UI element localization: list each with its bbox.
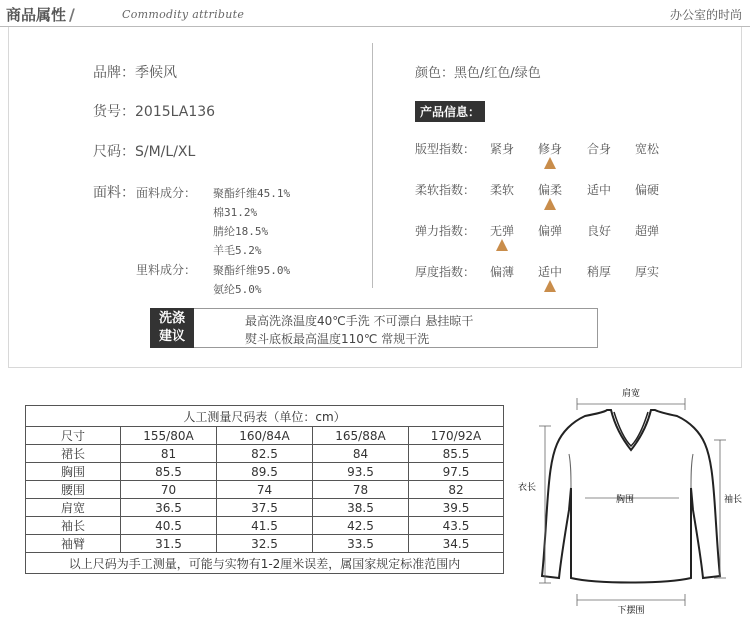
table-cell: 85.5 <box>409 445 504 463</box>
table-row <box>26 535 504 553</box>
table-cell: 37.5 <box>217 499 313 517</box>
table-row <box>26 499 504 517</box>
table-cell: 155/80A <box>121 427 217 445</box>
table-cell: 97.5 <box>409 463 504 481</box>
table-cell: 胸围 <box>26 463 121 481</box>
outer-material-4: 羊毛5.2% <box>213 244 262 257</box>
table-row <box>26 481 504 499</box>
item-number: 货号：2015LA136 <box>93 104 216 120</box>
table-cell: 74 <box>217 481 313 499</box>
scale-label: 版型指数： <box>415 142 476 156</box>
brand: 品牌：季候风 <box>93 65 177 81</box>
table-note-row <box>26 553 504 574</box>
wash-tag <box>150 308 194 348</box>
scale-option: 厚实 <box>634 265 659 279</box>
sleeve-label: 袖长 <box>723 495 743 505</box>
table-cell: 41.5 <box>217 517 313 535</box>
table-cell: 袖长 <box>26 517 121 535</box>
table-cell: 33.5 <box>313 535 409 553</box>
scale-option: 偏弹 <box>537 224 562 238</box>
sweater-diagram <box>515 378 745 628</box>
lining-material-1: 聚酯纤维95.0% <box>213 264 291 277</box>
table-cell: 腰围 <box>26 481 121 499</box>
scale-option: 良好 <box>586 224 611 238</box>
scale-option: 宽松 <box>634 142 659 156</box>
outer-material-1: 聚酯纤维45.1% <box>213 187 291 200</box>
lining-material-2: 氨纶5.0% <box>213 283 262 296</box>
table-cell: 38.5 <box>313 499 409 517</box>
table-cell: 肩宽 <box>26 499 121 517</box>
table-cell: 43.5 <box>409 517 504 535</box>
table-cell: 78 <box>313 481 409 499</box>
table-cell: 165/88A <box>313 427 409 445</box>
outer-material-3: 腈纶18.5% <box>213 225 269 238</box>
selected-arrow-icon <box>544 157 556 169</box>
size-table-title: 人工测量尺码表（单位：cm） <box>26 406 504 427</box>
table-cell: 82 <box>409 481 504 499</box>
panel-divider <box>372 43 373 288</box>
section-title-cn: 商品属性 <box>6 6 67 24</box>
chest-label: 胸围 <box>615 495 635 505</box>
scale-option: 偏柔 <box>537 183 562 197</box>
size-table <box>25 405 504 574</box>
scale-label: 柔软指数： <box>415 183 476 197</box>
table-row <box>26 463 504 481</box>
table-cell: 32.5 <box>217 535 313 553</box>
scale-option: 偏硬 <box>634 183 659 197</box>
length-label: 衣长 <box>517 483 537 493</box>
scale-option: 无弹 <box>489 224 514 238</box>
table-cell: 尺寸 <box>26 427 121 445</box>
shoulder-label: 肩宽 <box>621 389 641 399</box>
scale-option: 稍厚 <box>586 265 611 279</box>
table-row <box>26 445 504 463</box>
table-cell: 34.5 <box>409 535 504 553</box>
table-cell: 裙长 <box>26 445 121 463</box>
table-cell: 93.5 <box>313 463 409 481</box>
outer-fabric-label: 面料成分： <box>136 186 197 200</box>
fabric-label: 面料： <box>93 185 135 201</box>
table-cell: 160/84A <box>217 427 313 445</box>
scale-label: 弹力指数： <box>415 224 476 238</box>
wash-tag-line1: 洗涤 <box>158 311 185 326</box>
table-cell: 31.5 <box>121 535 217 553</box>
section-subtitle: Commodity attribute <box>122 8 245 21</box>
product-info-title: 产品信息： <box>415 101 485 122</box>
scale-label: 厚度指数： <box>415 265 476 279</box>
table-cell: 85.5 <box>121 463 217 481</box>
table-cell: 84 <box>313 445 409 463</box>
outer-material-2: 棉31.2% <box>213 206 258 219</box>
selected-arrow-icon <box>544 280 556 292</box>
table-cell: 89.5 <box>217 463 313 481</box>
table-cell: 39.5 <box>409 499 504 517</box>
table-cell: 82.5 <box>217 445 313 463</box>
lining-label: 里料成分： <box>136 263 197 277</box>
hem-label: 下摆围 <box>617 606 645 616</box>
title-slash: / <box>69 5 75 24</box>
scale-option: 适中 <box>537 265 562 279</box>
table-row <box>26 517 504 535</box>
table-cell: 40.5 <box>121 517 217 535</box>
size-range: 尺码：S/M/L/XL <box>93 144 196 160</box>
header-right-text: 办公室的时尚 <box>669 8 742 22</box>
scale-option: 合身 <box>586 142 611 156</box>
scale-option: 紧身 <box>489 142 514 156</box>
selected-arrow-icon <box>544 198 556 210</box>
wash-tag-line2: 建议 <box>158 329 185 344</box>
table-cell: 170/92A <box>409 427 504 445</box>
table-cell: 42.5 <box>313 517 409 535</box>
table-cell: 袖臂 <box>26 535 121 553</box>
table-header-row <box>26 427 504 445</box>
scale-option: 超弹 <box>634 224 659 238</box>
table-note: 以上尺码为手工测量，可能与实物有1-2厘米误差，属国家规定标准范围内 <box>26 553 504 574</box>
scale-option: 偏薄 <box>489 265 514 279</box>
colors: 颜色：黑色/红色/绿色 <box>415 66 541 81</box>
selected-arrow-icon <box>496 239 508 251</box>
table-cell: 81 <box>121 445 217 463</box>
scale-option: 适中 <box>586 183 611 197</box>
table-cell: 36.5 <box>121 499 217 517</box>
scale-option: 柔软 <box>489 183 514 197</box>
section-title <box>6 4 78 25</box>
wash-line-2: 熨斗底板最高温度110℃ 常规干洗 <box>245 332 430 346</box>
scale-option: 修身 <box>537 142 562 156</box>
wash-line-1: 最高洗涤温度40℃手洗 不可漂白 悬挂晾干 <box>245 314 474 328</box>
table-cell: 70 <box>121 481 217 499</box>
